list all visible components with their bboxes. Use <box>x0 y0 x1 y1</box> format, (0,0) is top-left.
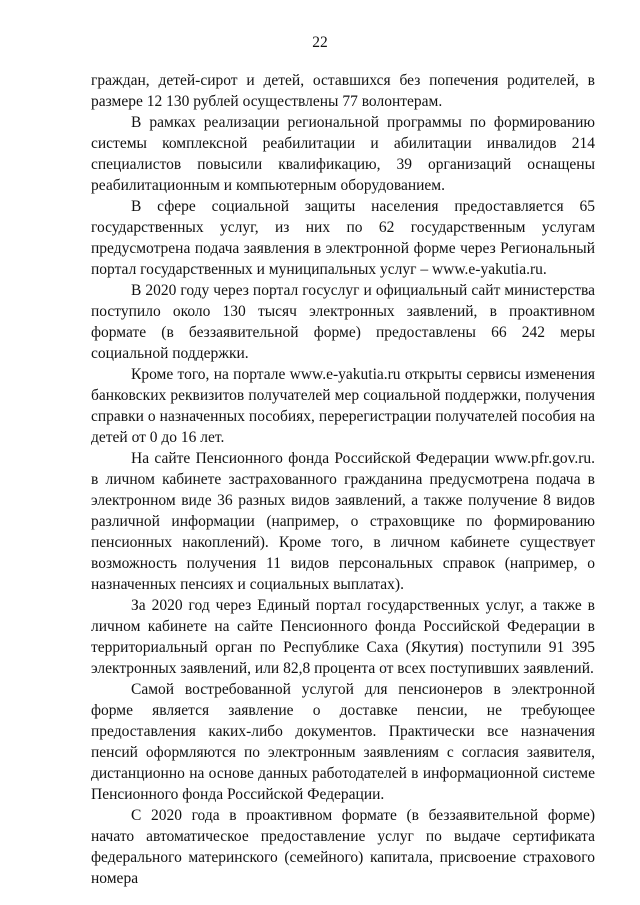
paragraph-portal-services: Кроме того, на портале www.e-yakutia.ru открыты сервисы изменения банковских реквизитов получателей мер социальной поддержки, получения справки о назначенных пособиях, перерегистрации получателей пособия на детей от 0 до 16 лет. <box>91 366 595 446</box>
paragraph-proactive-services: С 2020 года в проактивном формате (в беззаявительной форме) начато автоматическое предоставление услуг по выдаче сертификата федерального материнского (семейного) капитала, присвоение страхового номера <box>91 807 595 887</box>
paragraph-social-services: В сфере социальной защиты населения предоставляется 65 государственных услуг, из них по 62 государственным услугам предусмотрена подача заявления в электронной форме через Региональный портал государственных и муниципальных услуг – www.e-yakutia.ru. <box>91 198 595 278</box>
paragraph-rehabilitation: В рамках реализации региональной программы по формированию системы комплексной реабилитации и абилитации инвалидов 214 специалистов повысили квалификацию, 39 организаций оснащены реабилитационным и компьютерным оборудованием. <box>91 114 595 194</box>
paragraph-2020-statistics: За 2020 год через Единый портал государственных услуг, а также в личном кабинете на сайте Пенсионного фонда Российской Федерации в территориальный орган по Республике Саха (Якутия) поступили 91 395 электронных заявлений, или 82,8 процента от всех поступивших заявлений. <box>91 597 595 677</box>
paragraph-electronic-applications: В 2020 году через портал госуслуг и официальный сайт министерства поступило около 130 тысяч электронных заявлений, в проактивном формате (в беззаявительной форме) предоставлены 66 242 меры социальной поддержки. <box>91 282 595 362</box>
paragraph-pensioner-services: Самой востребованной услугой для пенсионеров в электронной форме является заявление о доставке пенсии, не требующее предоставления каких-либо документов. Практически все назначения пенсий оформляются по электронным заявлениям с согласия заявителя, дистанционно на основе данных работодателей в информационной системе Пенсионного фонда Российской Федерации. <box>91 681 595 803</box>
page-number: 22 <box>312 34 328 51</box>
paragraph-pension-fund-site: На сайте Пенсионного фонда Российской Федерации www.pfr.gov.ru. в личном кабинете застрахованного гражданина предусмотрена подача в электронном виде 36 разных видов заявлений, а также получение 8 видов различной информации (например, о страховщике по формированию пенсионных накоплений). Кроме того, в личном кабинете существует возможность получения 11 видов персональных справок (например, о назначенных пенсиях и социальных выплатах). <box>91 450 595 593</box>
paragraph-continuation: граждан, детей-сирот и детей, оставшихся без попечения родителей, в размере 12 130 рублей осуществлены 77 волонтерам. <box>91 72 595 110</box>
document-body <box>91 70 595 889</box>
